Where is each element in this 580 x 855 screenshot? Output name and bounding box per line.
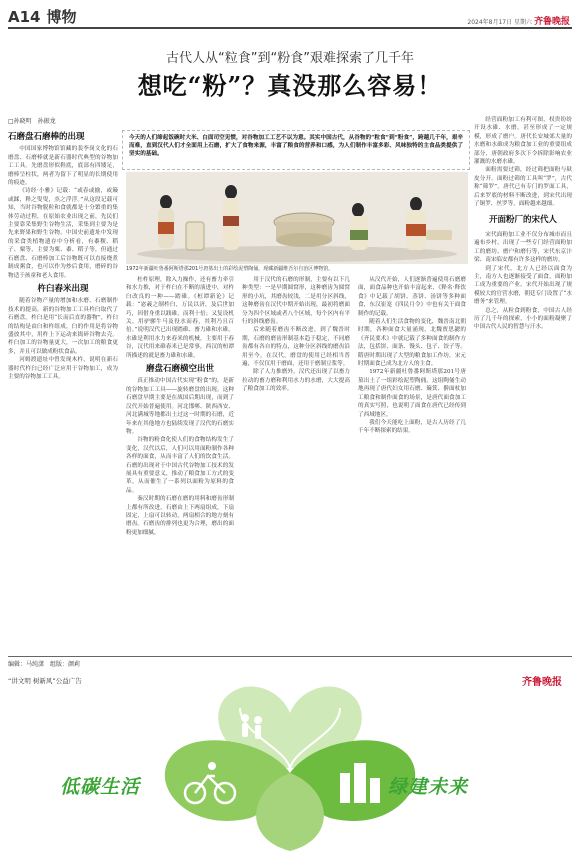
- slogan-green-future: 绿建未来: [388, 776, 469, 798]
- paragraph: 经营面粉加工有利可图，权贵纷纷开设水碓、水磨，甚至形成了一定规模，形成了磨户。唐代长安城郊大量的水磨和水碓成为粮食加工业的重要组成部分，唐朝政府多次下令拆除影响农业灌溉的水磨水碓。: [474, 117, 572, 166]
- subheading-stone-mill-plate: 石磨盘石磨棒的出现: [8, 132, 85, 142]
- paragraph: 总之，从粒食到粉食，中国古人经历了几千年的探索，小小的面粉凝聚了中国古代人民的智慧与汗水。: [474, 307, 572, 331]
- article-kicker: 古代人从“粒食”到“粉食”艰难探索了几千年: [166, 51, 414, 66]
- paragraph: 1972年新疆吐鲁番阿斯塔那201号唐墓出土了一组彩绘泥塑陶俑，这组陶俑生动地再现了唐代妇女用石磨、簸箕、擀面杖加工粮食和制作面食的场景，是唐代面食加工的真实写照，也说明了面食在唐代已经传到了西域地区。: [358, 369, 466, 418]
- masthead-logo: 齐鲁晚报: [533, 17, 570, 27]
- ad-masthead-logo: 齐鲁晚报: [522, 677, 562, 688]
- issue-date: 2024年8月17日: [467, 19, 513, 26]
- public-service-ad: [0, 668, 580, 851]
- subheading-song-flour-mills: 开面粉厂的宋代人: [488, 215, 557, 226]
- section-name: 博物: [46, 8, 77, 26]
- column-3: [242, 276, 350, 653]
- subheading-rotary-quern: 磨盘石磨横空出世: [145, 364, 214, 375]
- slogan-low-carbon: 低碳生活: [60, 776, 141, 798]
- column-4: [358, 276, 466, 653]
- paragraph: 中国国家博物馆馆藏的裴李岗文化的石磨盘、石磨棒就是新石器时代典型的谷物加工工具。先磨盘形似鞋底，底部有四矮足，磨棒呈柱状，两者为留下了明显的长期使用的痕迹。: [8, 146, 118, 187]
- issue-weekday: 星期六: [514, 19, 533, 26]
- editor-credit: 编辑：马纯潇 组版：颜莉: [8, 661, 81, 668]
- article-title: 想吃“粉”？真没那么容易！: [137, 71, 443, 100]
- page-number: A14: [8, 8, 41, 26]
- paragraph: 随着谷物产量的增加和水磨、石磨制作技术的提高，新的谷物加工工具杵臼取代了石磨盘。杵臼是用“长而后直的器物”，杵臼的结构是由臼和杵组成，臼的作用是将谷物盛放其中，用杵上下运动来捣碎谷物去壳。杵臼加工的谷物量更大，一次加工的粮食更多，并且可以做成粉状食品。: [8, 298, 118, 355]
- header-rule: [8, 27, 572, 29]
- ad-campaign-label: [8, 676, 82, 685]
- paragraph: 后来随着磨齿不断改进，到了魏晋时期，石磨的磨齿形制基本趋于稳定，不同磨齿都有各自的特点，这种分区斜线的磨齿沿用至今。在汉代，磨盘的使用已经相当普遍，不仅仅用于磨面，还用于磨制豆浆等。: [242, 327, 350, 368]
- paragraph: 真正推动中国古代实现“粉食”的，是新的谷物加工工具——旋转磨盘的出现。这种石磨盘早期主要是在战国后期出现，而到了汉代开始普遍使用。河北邯郸、陕西西安、河北满城等地都出土过这一时期的石磨，近年来在其他地方也陆续发现了汉代的石磨实物。: [126, 378, 234, 435]
- paragraph: 到了宋代，北方人已经以面食为主，南方人也逐渐接受了面食，面粉加工成为重要的产业。宋代开始出现了规模较大的官营水磨，朝廷专门设置了“水磨务”来管理。: [474, 265, 572, 306]
- figurines-illustration: [126, 172, 468, 264]
- paragraph: 我们今天能吃上面粉，是古人历经了几千年不断探索的结果。: [358, 419, 466, 435]
- pottery-figurines-photo: [126, 172, 468, 264]
- lead-paragraph: 今天的人们缔起饭碗时大米、白面司空见惯，对谷物加工工艺不以为意。其实中国古代，从谷物的“粒食”到“粉食”，跨越几千年，艰辛而难，直到汉代人们才全面用上石磨，扩大了食物来源，丰富了粮食的营养和口感，为人们制作丰富多彩、风味独特的主食品类提供了坚实的基础。: [129, 135, 463, 158]
- paragraph: 随着人们生活食物的变化，魏晋南北朝时期，各种面食大量涌现，北魏贾思勰的《齐民要术》中就记载了多种面食的制作方法，包括饼、面条、馒头、包子、饺子等。隋唐时期出现了大型的粮食加工作坊，宋元时期面食已成为北方人的主食。: [358, 319, 466, 368]
- paragraph: 杜杵原理，除入力操作，还有畜力牵引和水力推，对于杵臼在不断的演进中，对杵臼改良的一种——踏碓。《桓谭新论》记载：“宓羲之制杵臼，万民以济，及后世加巧，因借身重以践碓，而利十倍；又复设机关，用驴骡牛马及役水而舂，其利乃且百倍。”说明汉代已出现踏碓、畜力碓和水碓。水碓是利用水力来舂米的机械，主要用于舂谷，汉代用来碓舂米已是常事，西汉的桓谭所描述的就是畜力碓和水碓。: [126, 277, 234, 359]
- paragraph: 用于汉代的石磨的形制，主要有以下几种类型：一是早期圆窝形，这种磨齿为圆窝形的小坑，其磨齿较浅，二是用分区斜线，这种磨齿在汉代中期开始出现，最初将磨面分为四个区域或者八个区域，每个区内有平行的斜线磨齿。: [242, 277, 350, 326]
- paragraph: 除了人力推磨外，汉代还出现了以畜力拉动的畜力磨和利用水力的水磨，大大提高了粮食加工的效率。: [242, 369, 350, 393]
- header-meta: [467, 14, 570, 27]
- photo-caption: 1972年新疆吐鲁番阿斯塔那201号唐墓出土的彩绘泥塑陶俑，现藏新疆维吾尔自治区博物馆。: [126, 266, 334, 272]
- column-1: [8, 128, 118, 653]
- column-5: [474, 116, 572, 653]
- clover-leaf-graphic: [0, 668, 580, 851]
- paragraph: 宋代面粉加工业不仅分布城市而且遍布乡村，出现了一些专门经营面粉加工的磨坊、磨户和磨行等，宋代东京汴梁、南宋临安都有许多这样的磨坊。: [474, 231, 572, 264]
- paragraph: 从汉代开始，人们逐渐普遍使用石磨磨面，面食品种也开始丰富起来，《释名·释饮食》中记载了胡饼、蒸饼、汤饼等多种面食，东汉崔寔《四民月令》中也有关于面食制作的记载。: [358, 277, 466, 317]
- article-byline: □孙晓明 孙振龙: [8, 118, 56, 125]
- paragraph: 秦汉时期的石磨在磨的用料和磨齿形制上都有所改进，石磨由上下两扇组成，下扇固定，上扇可以转动，两扇相合的地方刻有磨齿。石磨齿的排列也更为合理，磨出的面粉更加细腻。: [126, 496, 234, 536]
- paragraph: 谷物的粉食化使人们的食物结构发生了变化，汉代以后，人们可以用面粉制作各种各样的面食，从而丰富了人们的饮食生活。石磨的出现对于中国古代谷物加工技术的发展具有重要意义，推动了粮食加工方式的变革，从而催生了一系列以面粉为原料的食品。: [126, 437, 234, 494]
- paragraph: 面粉需要过筛，经过筛把面粉与麸皮分开。面粉过筛的工具叫“罗”，古代称“筛罗”。唐代已有专门的罗面工具，后来罗底的材料不断改进，到宋代出现了铜罗、丝罗等，面粉越来越细。: [474, 167, 572, 208]
- subheading-pestle-mortar: 杵臼舂米出现: [37, 283, 89, 294]
- page-header: [8, 6, 77, 27]
- campaign-text: “讲文明 树新风”公益广告: [8, 677, 82, 685]
- paragraph: 《诗经·小雅》记载：“或春或揄，或簸或蹂，释之叟叟，烝之浮浮。”从这段记载可知，当时谷物脱粒和食就都是十分繁重的集体劳动过程，在原始农业出现之前，先民们主要靠采集野生谷物生活，采集到主要为是先来野果和野生谷物。中国史前遗址中发现的采食类植物遗存中分析看，有黍稷、稻子、粟等，主要为粟、黍、稻子等，但通过石磨盘、石磨棒加工后谷物既可以直接烧煮制成粥食，也可以作为炒后食用，磨碎的谷物适于孩童和老人食用。: [8, 188, 118, 279]
- footer-rule: [8, 656, 572, 657]
- column-2: [126, 276, 234, 653]
- paragraph: 河姆渡遗址中曾发现木杵，说明在新石器时代杵臼已经广泛应用于谷物加工，成为主要的谷物加工工具。: [8, 357, 118, 380]
